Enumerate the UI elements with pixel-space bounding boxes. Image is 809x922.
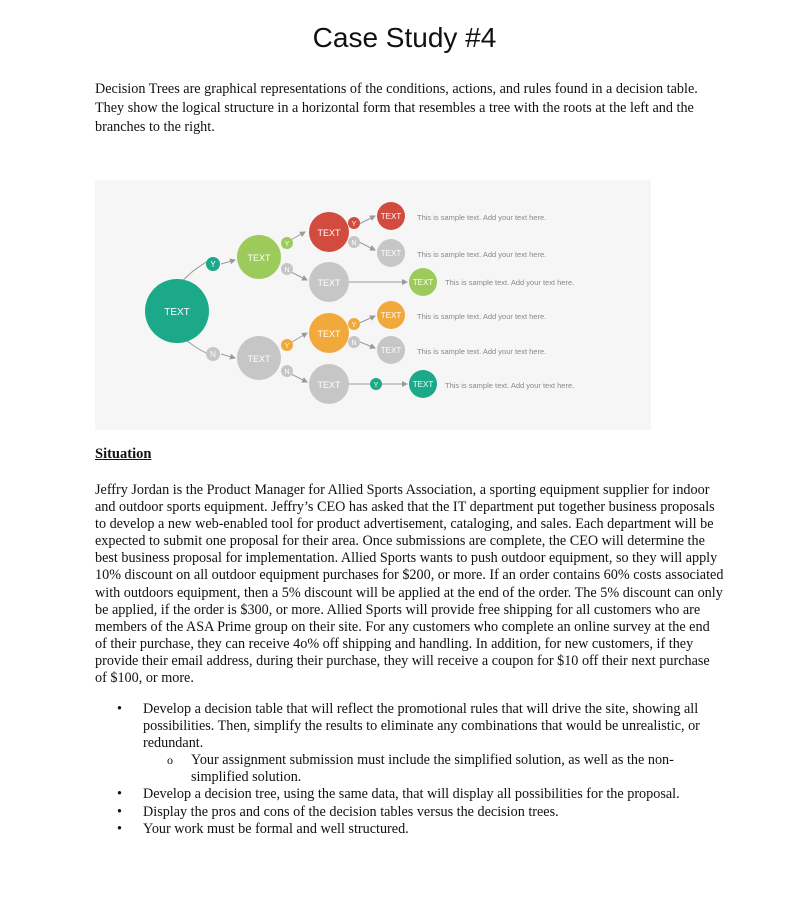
- sample-text: This is sample text. Add your text here.: [445, 381, 575, 390]
- bullet-marker: •: [117, 786, 122, 803]
- bullet-marker: •: [117, 820, 122, 837]
- node-label: TEXT: [317, 380, 341, 390]
- yes-badge-label: Y: [351, 221, 357, 228]
- sample-text: This is sample text. Add your text here.: [417, 347, 547, 356]
- decision-tree-svg: [95, 180, 651, 430]
- no-badge-label: N: [284, 267, 290, 274]
- list-item: [95, 786, 725, 803]
- list-item-text: Develop a decision tree, using the same data, that will display all possibilities for the proposal.: [143, 786, 680, 803]
- leaf-label: TEXT: [412, 380, 434, 389]
- sample-text: This is sample text. Add your text here.: [417, 213, 547, 222]
- sub-bullet-marker: o: [167, 753, 173, 768]
- intro-paragraph: Decision Trees are graphical representations of the conditions, actions, and rules found in a decision table. They show the logical structure in a horizontal form that resembles a tree with the roots at the left and the branches to the right.: [95, 81, 698, 135]
- sample-text: This is sample text. Add your text here.: [417, 312, 547, 321]
- list-item: [95, 701, 725, 752]
- decision-tree-diagram: [95, 180, 651, 430]
- sample-text: This is sample text. Add your text here.: [445, 278, 575, 287]
- root-node-label: TEXT: [164, 307, 190, 318]
- sub-list-item-text: Your assignment submission must include the simplified solution, as well as the non-simplified solution.: [191, 752, 674, 786]
- sample-text: This is sample text. Add your text here.: [417, 250, 547, 259]
- no-badge-label: N: [351, 240, 357, 247]
- node-label: TEXT: [247, 354, 271, 364]
- node-label: TEXT: [317, 278, 341, 288]
- bullet-marker: •: [117, 803, 122, 820]
- requirements-list: [95, 701, 725, 838]
- situation-paragraph: Jeffry Jordan is the Product Manager for Allied Sports Association, a sporting equipment supplier for indoor and outdoor sports equipment. Jeffry’s CEO has asked that the IT department put together business proposals to develop a new web-enabled tool for product advertisement, cataloging, and sales. Each department will be expected to submit one proposal for their area. Once submissions are complete, the CEO will determine the best business proposal for implementation. Allied Sports wants to push outdoor equipment, so they will apply 10% discount on all outdoor equipment purchases for $200, or more. If an order contains 60% costs associated with outdoors equipment, then a 5% discount will be applied at the end of the order. The 5% discount can only be applied, if the order is $300, or more. Allied Sports will provide free shipping for all customers who are members of the ASA Prime group on their site. For any customers who complete an online survey at the end of their purchase, they can receive 4o% off shipping and handling. In addition, for new customers, if they provide their email address, during their purchase, they will receive a coupon for $10 off their next purchase of $100, or more.: [95, 482, 724, 687]
- bullet-marker: •: [117, 701, 122, 717]
- node-label: TEXT: [317, 228, 341, 238]
- list-item-text: Display the pros and cons of the decision tables versus the decision trees.: [143, 803, 559, 820]
- no-badge-label: N: [210, 350, 216, 359]
- list-item-text: Develop a decision table that will reflect the promotional rules that will drive the site, showing all possibilities. Then, simplify the results to eliminate any combinations that would be unrealistic, or redundant.: [143, 701, 700, 752]
- yes-badge-label: Y: [373, 382, 379, 389]
- page-title: Case Study #4: [312, 22, 497, 53]
- yes-badge-label: Y: [351, 322, 357, 329]
- no-badge-label: N: [351, 340, 357, 347]
- situation-heading: Situation: [95, 446, 152, 462]
- list-item-text: Your work must be formal and well structured.: [143, 820, 409, 837]
- leaf-label: TEXT: [412, 278, 434, 287]
- yes-badge-label: Y: [284, 343, 290, 350]
- leaf-label: TEXT: [380, 212, 402, 221]
- leaf-label: TEXT: [380, 249, 402, 258]
- list-item: [95, 804, 725, 821]
- leaf-label: TEXT: [380, 311, 402, 320]
- list-item: [95, 821, 725, 838]
- node-label: TEXT: [247, 253, 271, 263]
- leaf-label: TEXT: [380, 346, 402, 355]
- yes-badge-label: Y: [210, 260, 216, 269]
- no-badge-label: N: [284, 369, 290, 376]
- yes-badge-label: Y: [284, 241, 290, 248]
- node-label: TEXT: [317, 329, 341, 339]
- sub-list-item: [95, 752, 725, 786]
